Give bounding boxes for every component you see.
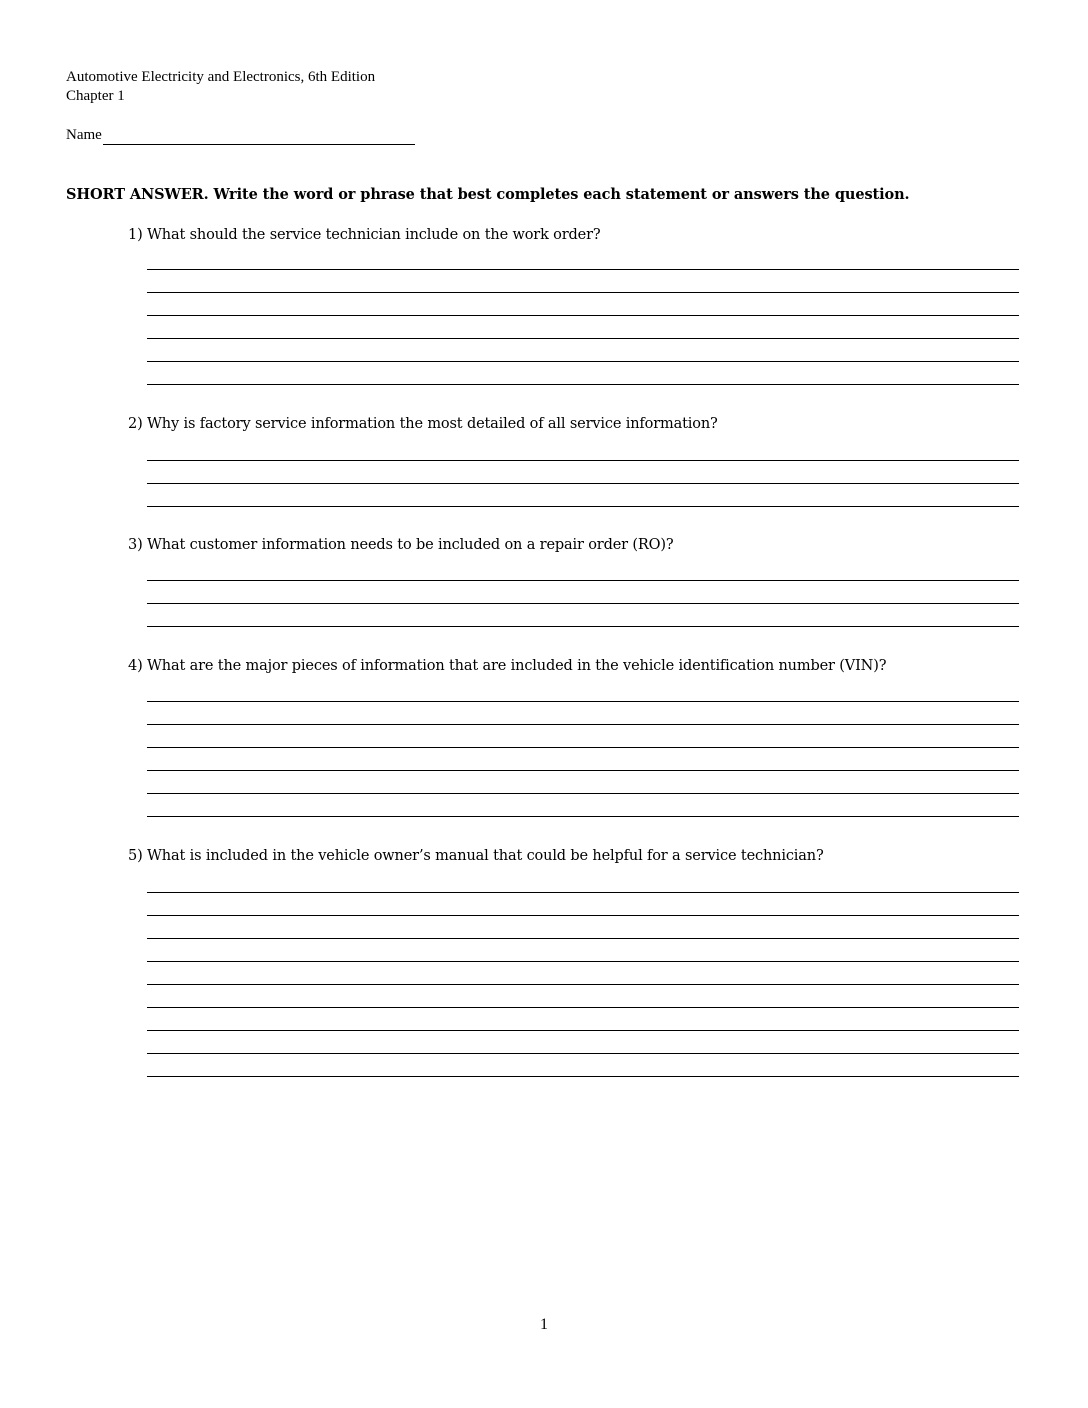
answer-line[interactable] [147, 703, 1019, 725]
answer-area-3[interactable] [147, 559, 1019, 628]
answer-line[interactable] [147, 294, 1019, 316]
answer-line[interactable] [147, 1055, 1019, 1077]
answer-line[interactable] [147, 248, 1019, 270]
answer-line[interactable] [147, 726, 1019, 748]
chapter-label: Chapter 1 [66, 88, 125, 104]
answer-area-5[interactable] [147, 871, 1019, 1078]
question-2: 2) Why is factory service information the most detailed of all service information? [128, 416, 718, 432]
answer-line[interactable] [147, 559, 1019, 581]
answer-line[interactable] [147, 317, 1019, 339]
answer-line[interactable] [147, 582, 1019, 604]
answer-line[interactable] [147, 871, 1019, 893]
answer-line[interactable] [147, 795, 1019, 817]
answer-line[interactable] [147, 439, 1019, 461]
page-number: 1 [540, 1316, 548, 1333]
answer-line[interactable] [147, 680, 1019, 702]
answer-line[interactable] [147, 986, 1019, 1008]
answer-area-4[interactable] [147, 680, 1019, 818]
answer-line[interactable] [147, 940, 1019, 962]
answer-line[interactable] [147, 1032, 1019, 1054]
name-label: Name [66, 127, 102, 143]
answer-line[interactable] [147, 1009, 1019, 1031]
question-3: 3) What customer information needs to be included on a repair order (RO)? [128, 537, 674, 553]
answer-area-2[interactable] [147, 439, 1019, 508]
answer-line[interactable] [147, 917, 1019, 939]
name-row [66, 126, 415, 145]
answer-line[interactable] [147, 340, 1019, 362]
answer-line[interactable] [147, 462, 1019, 484]
answer-line[interactable] [147, 963, 1019, 985]
question-4: 4) What are the major pieces of information that are included in the vehicle identification number (VIN)? [128, 658, 887, 674]
answer-line[interactable] [147, 363, 1019, 385]
question-5: 5) What is included in the vehicle owner’s manual that could be helpful for a service technician? [128, 848, 824, 864]
book-title: Automotive Electricity and Electronics, 6th Edition [66, 69, 376, 85]
answer-area-1[interactable] [147, 248, 1019, 386]
answer-line[interactable] [147, 605, 1019, 627]
answer-line[interactable] [147, 894, 1019, 916]
answer-line[interactable] [147, 271, 1019, 293]
question-1: 1) What should the service technician include on the work order? [128, 227, 601, 243]
name-field[interactable] [103, 128, 415, 145]
instructions: SHORT ANSWER. Write the word or phrase that best completes each statement or answers the question. [66, 186, 910, 203]
answer-line[interactable] [147, 485, 1019, 507]
answer-line[interactable] [147, 749, 1019, 771]
answer-line[interactable] [147, 772, 1019, 794]
